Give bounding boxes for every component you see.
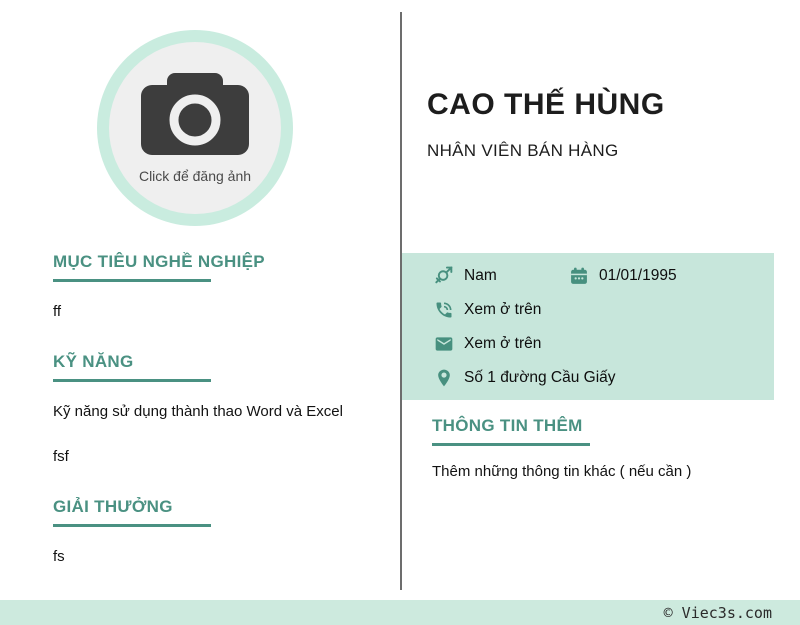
section-heading-skills: KỸ NĂNG [53,352,134,371]
footer-bar [0,600,800,625]
calendar-icon [568,266,590,286]
dob-field [568,266,677,286]
extra-info-section [432,416,772,483]
personal-info-box [402,253,774,400]
section-underline [53,524,211,527]
candidate-name: CAO THẾ HÙNG [427,88,665,121]
extra-info-text: Thêm những thông tin khác ( nếu cần ) [432,463,692,480]
camera-icon [137,73,253,166]
phone-icon [433,300,455,320]
email-value: Xem ở trên [464,335,542,352]
job-title: NHÂN VIÊN BÁN HÀNG [427,141,619,160]
photo-upload-button[interactable] [97,30,293,226]
copyright-text: © Viec3s.com [663,603,772,622]
section-heading-awards: GIẢI THƯỞNG [53,497,173,516]
email-icon [433,334,455,354]
info-row-email [433,327,774,361]
section-underline [53,279,211,282]
gender-field [433,265,568,287]
section-underline [53,379,211,382]
gender-icon [433,265,455,287]
skills-text: Kỹ năng sử dụng thành thao Word và Excel [53,403,343,420]
location-pin-icon [433,368,455,388]
skills-text-2: fsf [53,448,69,465]
email-field [433,334,541,354]
phone-value: Xem ở trên [464,301,542,318]
address-value: Số 1 đường Cầu Giấy [464,369,616,386]
awards-text: fs [53,548,65,565]
dob-value: 01/01/1995 [599,267,677,284]
address-field [433,368,616,388]
photo-upload-label: Click để đăng ảnh [138,167,252,184]
objective-text: ff [53,303,62,320]
info-row-phone [433,293,774,327]
section-heading-objective: MỤC TIÊU NGHỀ NGHIỆP [53,252,265,271]
left-column [53,252,353,568]
gender-value: Nam [464,267,497,284]
phone-field [433,300,541,320]
photo-placeholder [109,42,281,214]
section-underline [432,443,590,446]
info-row-address [433,361,774,395]
section-heading-extra: THÔNG TIN THÊM [432,416,583,435]
info-row-gender-dob [433,259,774,293]
